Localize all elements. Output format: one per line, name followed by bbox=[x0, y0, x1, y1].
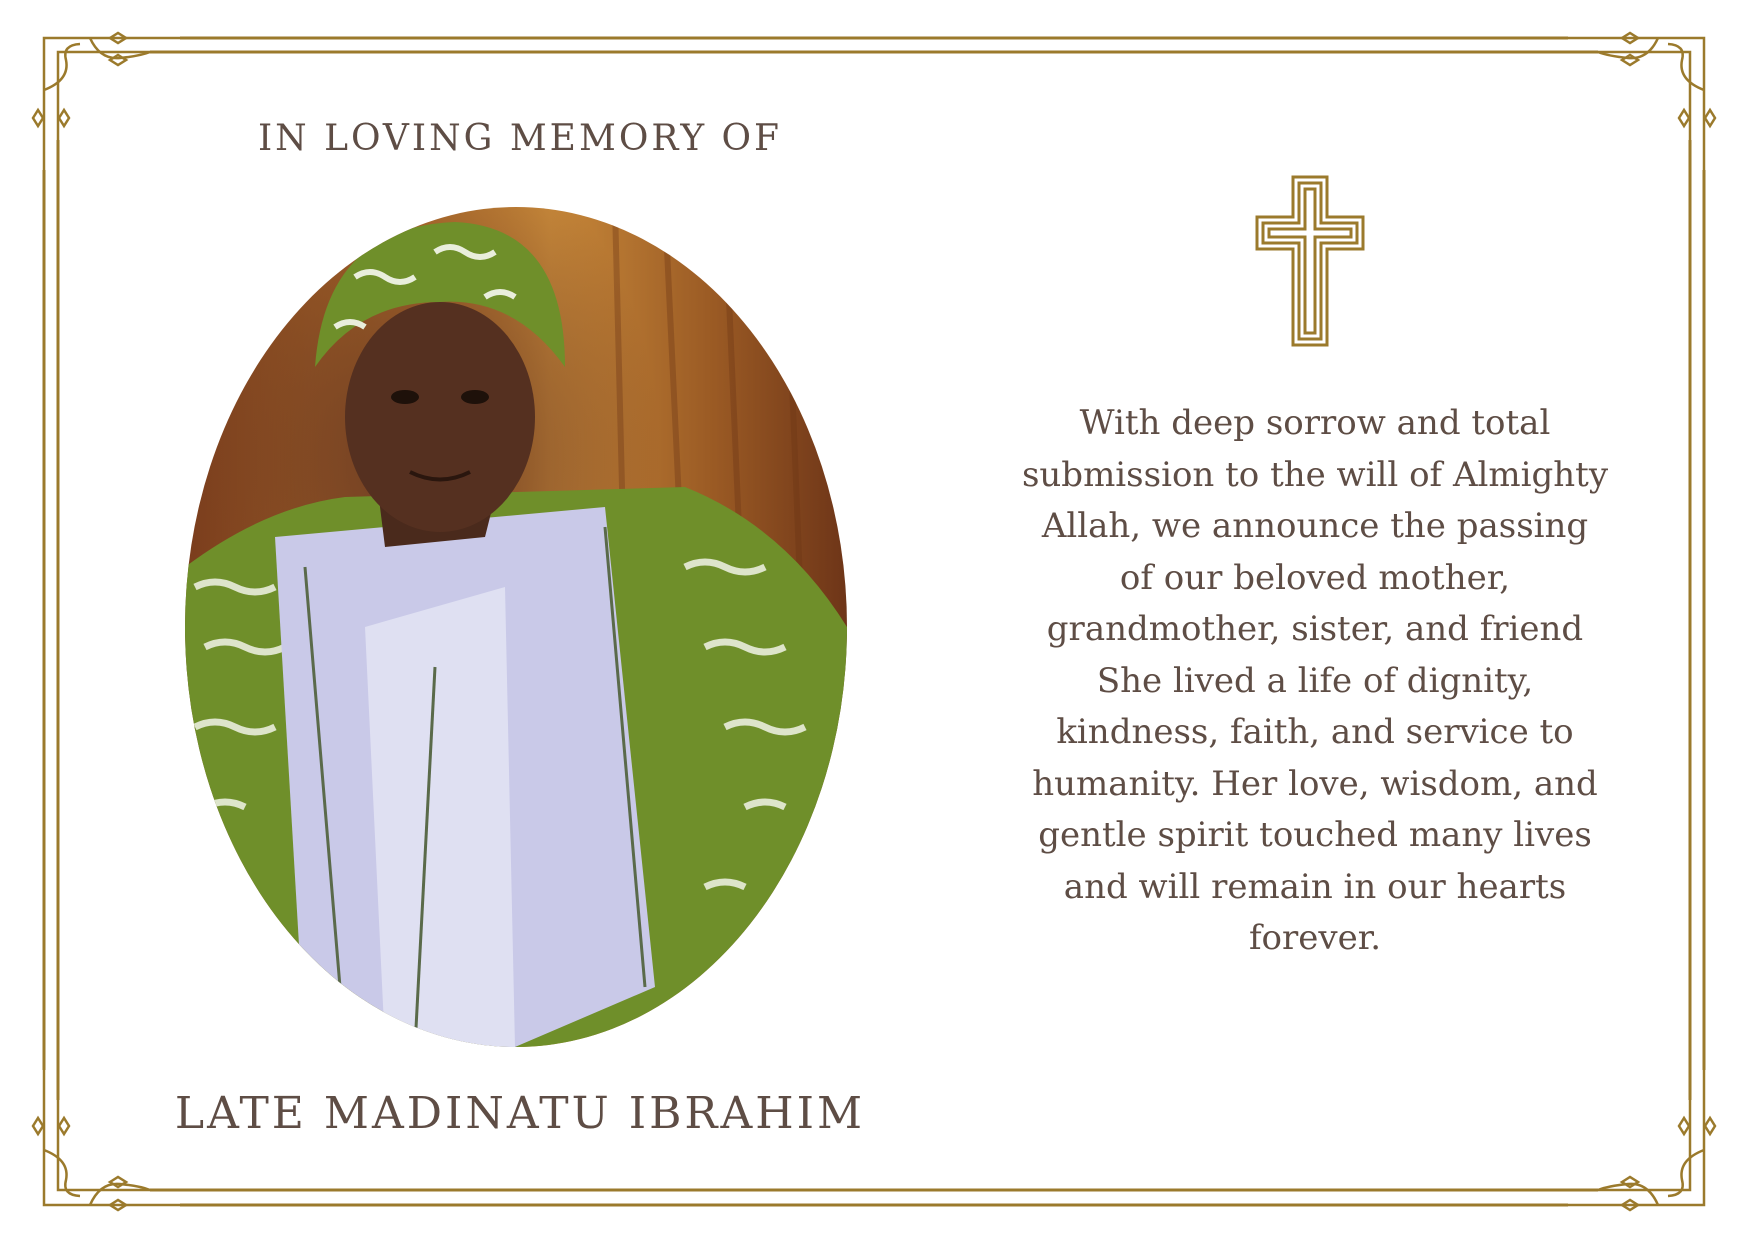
cross-icon bbox=[1255, 175, 1365, 347]
tribute-paragraph-2: She lived a life of dignity, kindness, faith, and service to humanity. Her love, wisdom, and gentle spirit touched many lives and will remain in our hearts forever. bbox=[1032, 660, 1598, 958]
tribute-paragraph-1: With deep sorrow and total submission to the will of Almighty Allah, we announce the passing of our beloved mother, grandmother, sister, and friend bbox=[1021, 403, 1609, 649]
tribute-text bbox=[1020, 398, 1610, 965]
portrait-photo bbox=[185, 207, 847, 1047]
deceased-name: LATE MADINATU IBRAHIM bbox=[174, 1088, 866, 1139]
memorial-heading: IN LOVING MEMORY OF bbox=[257, 118, 783, 159]
